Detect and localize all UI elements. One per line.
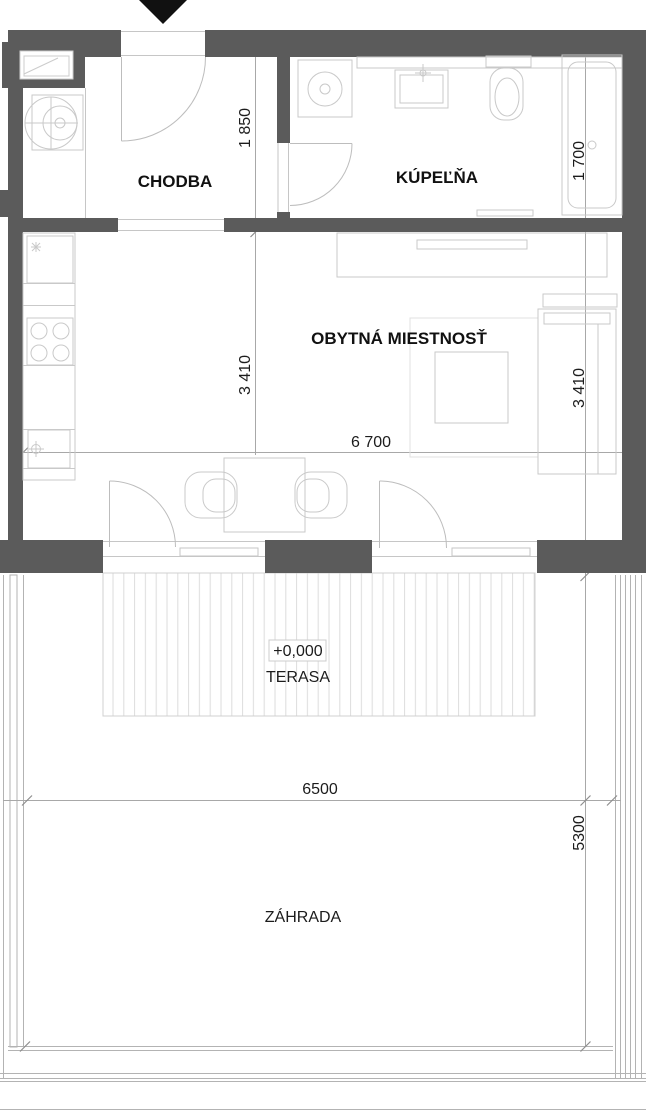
kitchen-counter	[23, 233, 75, 480]
dim-bathroom: 1 700	[571, 140, 588, 182]
sideboard	[337, 233, 607, 277]
garden-label: ZÁHRADA	[264, 909, 342, 926]
toilet	[486, 56, 531, 120]
dim-garden-depth: 5300	[571, 815, 588, 851]
kitchen-sink	[28, 430, 70, 468]
dim-hall: 1 850	[237, 107, 254, 149]
coffee-table	[435, 352, 508, 423]
stove	[27, 318, 73, 365]
walls	[0, 30, 646, 573]
entrance-door	[122, 57, 206, 141]
dining-chair-left	[185, 472, 237, 518]
washing-machine	[298, 60, 352, 117]
living-room-label: OBYTNÁ MIESTNOSŤ	[311, 329, 487, 348]
kitchen	[23, 233, 75, 480]
opening-lines	[86, 32, 538, 557]
dim-living-left: 3 410	[237, 354, 254, 396]
terrace-elevation: +0,000	[273, 643, 323, 660]
bathroom-sink	[395, 64, 448, 108]
terrace-door-right	[380, 481, 447, 548]
water-heater	[25, 95, 83, 150]
hall-label: CHODBA	[137, 172, 213, 191]
dining-table	[224, 458, 305, 532]
bathtub	[562, 55, 622, 215]
dining-chair-right	[295, 472, 347, 518]
dim-living-right: 3 410	[571, 367, 588, 409]
terrace-label: TERASA	[265, 669, 331, 686]
bathroom-fixtures	[298, 55, 622, 216]
entrance-arrow-icon	[139, 0, 187, 24]
fridge	[27, 236, 73, 283]
dim-garden-width: 6500	[302, 781, 338, 798]
bathroom-label: KÚPEĽŇA	[395, 168, 479, 187]
terrace-door-left	[110, 481, 176, 547]
bathroom-door	[290, 144, 352, 206]
towel-rail	[477, 210, 533, 216]
wall-niche-shelf	[20, 51, 73, 79]
dim-living-width: 6 700	[350, 434, 392, 451]
